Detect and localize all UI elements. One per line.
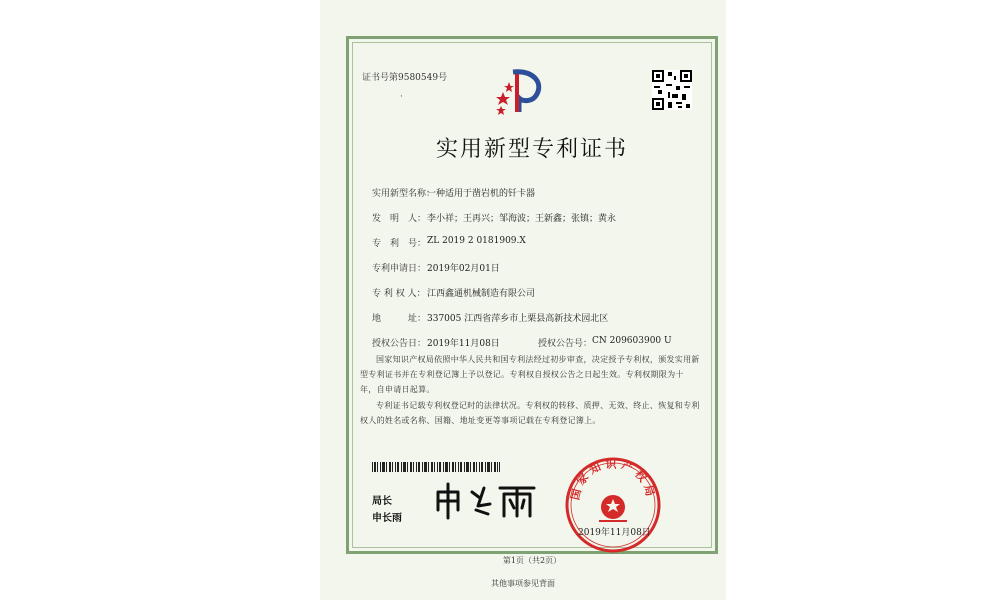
official-seal-icon bbox=[563, 455, 663, 555]
seal-text: 国家知识产权局 bbox=[568, 457, 658, 502]
field-label-name: 实用新型名称： bbox=[372, 189, 436, 199]
statement-paragraph-1: 国家知识产权局依照中华人民共和国专利法经过初步审查，决定授予专利权，颁发实用新型专利证书并在专利登记簿上予以登记。专利权自授权公告之日起生效。专利权期限为十年，自申请日起算。 bbox=[360, 355, 700, 394]
field-label-pub-no: 授权公告号： bbox=[538, 339, 593, 349]
certificate-title: 实用新型专利证书 bbox=[435, 137, 628, 162]
certificate-number: 证书号第9580549号 bbox=[362, 73, 448, 83]
field-value-patentee: 江西鑫通机械制造有限公司 bbox=[427, 289, 536, 299]
field-label-inventors: 发 明 人： bbox=[372, 214, 427, 224]
barcode-icon bbox=[372, 462, 500, 472]
small-mark: · bbox=[400, 92, 403, 102]
director-title: 局长 bbox=[372, 496, 392, 507]
field-label-patent-no: 专 利 号： bbox=[372, 239, 427, 249]
field-value-pub-no: CN 209603900 U bbox=[592, 336, 672, 346]
field-value-grant-date: 2019年11月08日 bbox=[427, 339, 500, 349]
page-number: 第1页（共2页） bbox=[502, 556, 562, 565]
qr-code-icon bbox=[652, 70, 692, 110]
field-value-inventors: 李小祥；王再兴；邹海波；王新鑫；张镇；黄永 bbox=[427, 214, 617, 224]
field-label-address: 地 址： bbox=[372, 314, 427, 324]
seal-date: 2019年11月08日 bbox=[578, 528, 651, 538]
field-value-address: 337005 江西省萍乡市上栗县高新技术园北区 bbox=[427, 314, 609, 324]
field-label-filing-date: 专利申请日： bbox=[372, 264, 427, 274]
field-value-patent-no: ZL 2019 2 0181909.X bbox=[427, 236, 526, 246]
field-value-filing-date: 2019年02月01日 bbox=[427, 264, 500, 274]
field-label-grant-date: 授权公告日： bbox=[372, 339, 427, 349]
svg-text:国家知识产权局 bbox=[568, 457, 658, 502]
director-name: 申长雨 bbox=[372, 513, 402, 524]
patent-office-logo-icon bbox=[493, 62, 549, 118]
statement-paragraph-2: 专利证书记载专利权登记时的法律状况。专利权的转移、质押、无效、终止、恢复和专利权人的姓名或名称、国籍、地址变更等事项记载在专利登记簿上。 bbox=[360, 401, 700, 425]
footer-note: 其他事项参见背面 bbox=[491, 579, 555, 588]
field-label-patentee: 专 利 权 人： bbox=[372, 289, 426, 299]
handwritten-signature-icon bbox=[430, 480, 540, 520]
field-value-name: 一种适用于凿岩机的钎卡器 bbox=[427, 189, 536, 199]
